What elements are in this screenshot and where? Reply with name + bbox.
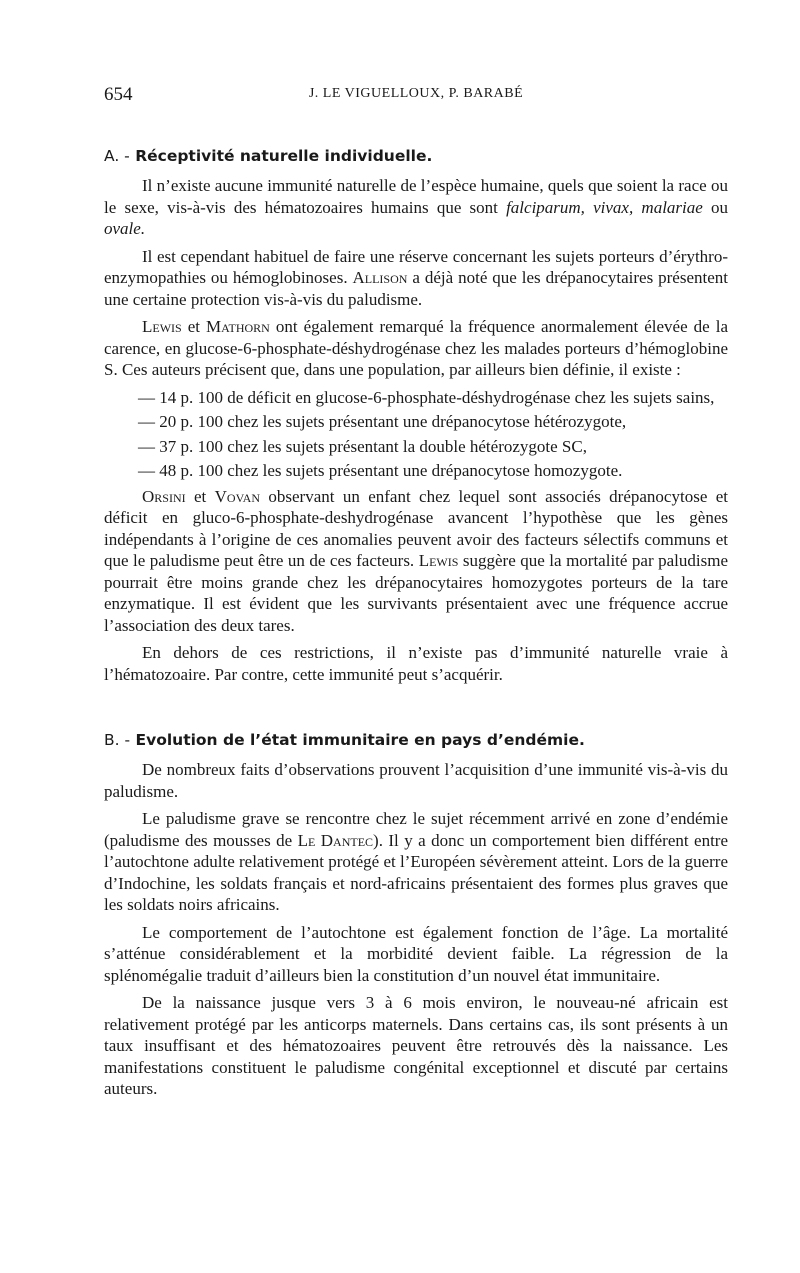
text: observant un enfant chez lequel sont associés drépanocytose et déficit en gluco-6-phosphate-deshydrogénase avancent l’hypothèse que les gènes indépendants à l’origine de ces anomalies peuvent avoir des facteurs sélectifs communs et que le paludisme peut être un de ces facteurs.	[104, 486, 728, 570]
text: et	[181, 317, 207, 336]
text: et	[185, 486, 215, 506]
text: ou	[702, 197, 728, 217]
deficit-list	[104, 387, 728, 482]
section-b-heading	[104, 729, 728, 751]
author-mathorn: Mathorn	[206, 317, 270, 336]
running-head	[104, 84, 728, 112]
list-item: — 37 p. 100 chez les sujets présentant la double hétérozygote SC,	[138, 436, 587, 456]
text: a déjà noté que les drépanocytaires présentent une certaine protection vis-à-vis du paludisme.	[104, 268, 728, 309]
author-le-dantec: Le Dantec	[297, 830, 374, 850]
page-number: 654	[104, 84, 133, 105]
text: suggère que la mortalité par paludisme pourrait être moins grande chez les drépanocytaires homozygotes porteurs de la tare enzymatique. Il est évident que les survivants présentaient avec une fréquence accrue l’association des deux tares.	[104, 551, 729, 635]
author-lewis: Lewis	[142, 317, 182, 336]
section-a-title: Réceptivité naturelle individuelle.	[135, 147, 433, 165]
species-names: falciparum, vivax, malariae	[506, 197, 703, 217]
section-a-heading	[104, 145, 728, 167]
page	[104, 84, 728, 1106]
section-a-paragraph-1	[104, 175, 728, 240]
author-lewis: Lewis	[418, 551, 459, 570]
section-a-paragraph-4	[104, 486, 728, 637]
text: ont également remarqué la fréquence anormalement élevée de la carence, en glucose-6-phosphate-déshydrogénase chez les malades porteurs d’hémoglobine S. Ces auteurs précisent que, dans une population, par ailleurs bien définie, il existe :	[104, 317, 728, 379]
section-b-paragraph-1: De nombreux faits d’observations prouvent l’acquisition d’une immunité vis-à-vis du paludisme.	[104, 760, 728, 801]
section-a-paragraph-3	[104, 316, 728, 381]
author-allison: Allison	[352, 268, 408, 287]
species-ovale: ovale.	[104, 219, 146, 238]
list-item: — 20 p. 100 chez les sujets présentant une drépanocytose hétérozygote,	[138, 412, 627, 431]
section-b-letter: B. -	[104, 731, 131, 749]
author-vovan: Vovan	[214, 486, 261, 506]
author-orsini: Orsini	[142, 486, 186, 506]
section-b-title: Evolution de l’état immunitaire en pays d’endémie.	[135, 731, 585, 749]
section-b-paragraph-2	[104, 808, 728, 916]
list-item: — 14 p. 100 de déficit en glucose-6-phosphate-déshydrogénase chez les sujets sains,	[138, 387, 715, 407]
section-b-paragraph-3: Le comportement de l’autochtone est également fonction de l’âge. La mortalité s’atténue considérablement et la morbidité devient faible. La régression de la splénomégalie traduit d’ailleurs bien la constitution d’un nouvel état immunitaire.	[104, 922, 728, 985]
section-b-paragraph-4: De la naissance jusque vers 3 à 6 mois environ, le nouveau-né africain est relativement protégé par les anticorps maternels. Dans certains cas, ils sont présents à un taux insuffisant et des hématozoaires peuvent être retrouvés dès la naissance. Les manifestations constituent le paludisme congénital exceptionnel et discuté par certains auteurs.	[104, 993, 728, 1098]
section-a-paragraph-5: En dehors de ces restrictions, il n’existe pas d’immunité naturelle vraie à l’hématozoaire. Par contre, cette immunité peut s’acquérir.	[104, 643, 728, 684]
text: ). Il y a donc un comportement bien différent entre l’autochtone adulte relativement protégé et l’Européen sévèrement atteint. Lors de la guerre d’Indochine, les soldats français et nord-africains présentaient des formes plus graves que les soldats noirs africains.	[104, 830, 729, 914]
text: Le paludisme grave se rencontre chez le sujet récemment arrivé en zone d’endémie (paludisme des mousses de	[104, 809, 728, 850]
list-item: — 48 p. 100 chez les sujets présentant une drépanocytose homozygote.	[138, 461, 623, 480]
section-a-letter: A. -	[104, 147, 130, 165]
text: Il n’existe aucune immunité naturelle de l’espèce humaine, quels que soient la race ou le sexe, vis-à-vis des hématozoaires humains que sont	[104, 176, 728, 217]
running-head-authors: J. LE VIGUELLOUX, P. BARABÉ	[308, 86, 524, 101]
section-a-paragraph-2	[104, 246, 728, 311]
text: Il est cependant habituel de faire une réserve concernant les sujets porteurs d’érythro-enzymopathies ou hémoglobinoses.	[104, 246, 728, 287]
